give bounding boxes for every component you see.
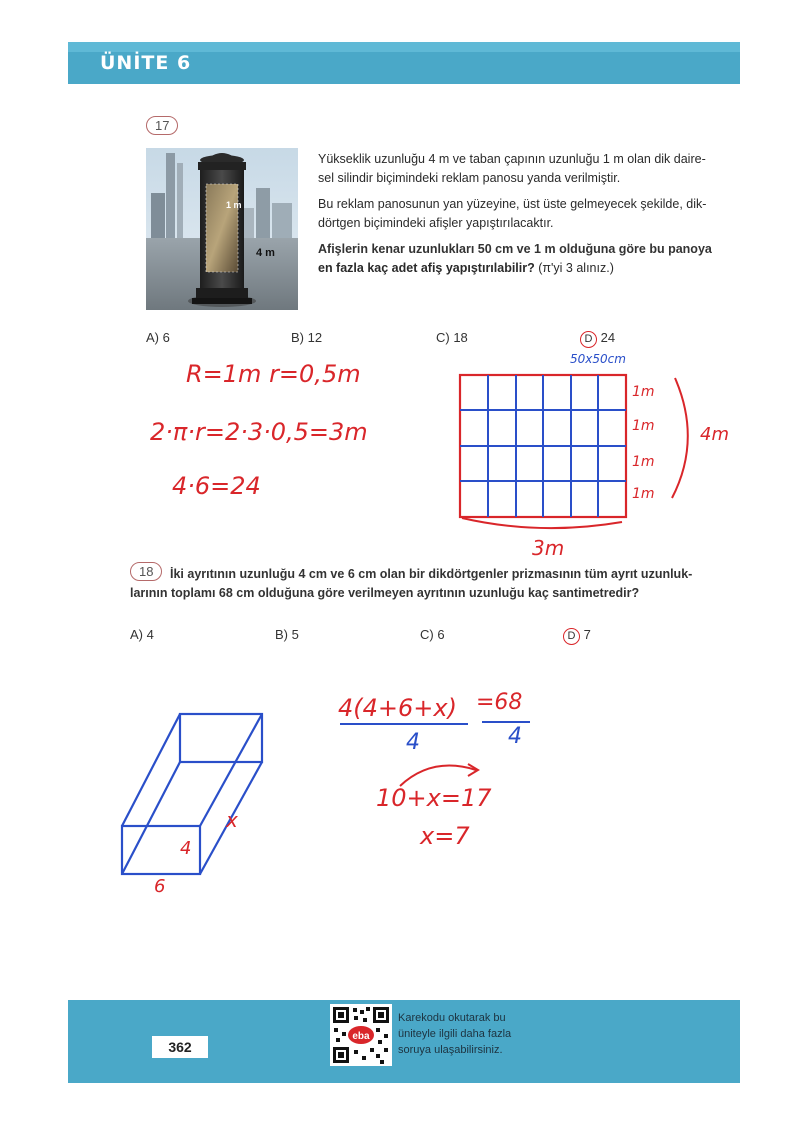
q17-option-a[interactable]: A) 6 — [146, 330, 170, 345]
q17-hw-row-3: 1m — [632, 454, 655, 470]
q18-text-line-1: İki ayrıtının uzunluğu 4 cm ve 6 cm olan bir dikdörtgenler prizmasının tüm ayrıt uzunluk- — [170, 567, 693, 581]
q17-option-c[interactable]: C) 18 — [436, 330, 468, 345]
page-number: 362 — [152, 1036, 208, 1058]
q18-hw-equation-3: x=7 — [420, 822, 470, 850]
q18-hw-denominator-right: 4 — [508, 724, 522, 749]
q17-pi-hint: (π'yi 3 alınız.) — [538, 261, 614, 275]
q18-option-d[interactable] — [563, 627, 591, 645]
header-top-strip — [68, 42, 740, 52]
advertising-column-image — [146, 148, 298, 310]
q17-question-bold: en fazla kaç adet afiş yapıştırılabilir? — [318, 261, 535, 275]
q17-option-d-value: 24 — [600, 330, 616, 345]
q17-text-line-1: Yükseklik uzunluğu 4 m ve taban çapının uzunluğu 1 m olan dik daire- — [318, 152, 706, 166]
q17-question-line-2 — [318, 259, 614, 278]
q17-hw-radius: R=1m r=0,5m — [186, 360, 361, 388]
question-17-number: 17 — [146, 116, 178, 135]
q17-option-b[interactable]: B) 12 — [291, 330, 323, 345]
qr-note-line-2: üniteyle ilgili daha fazla — [398, 1028, 512, 1040]
q17-hw-product: 4·6=24 — [172, 472, 261, 500]
q17-hw-width-total: 3m — [532, 536, 565, 560]
q18-option-d-value: 7 — [583, 627, 591, 642]
q17-hw-circumference: 2·π·r=2·3·0,5=3m — [150, 418, 368, 446]
qr-note-line-1: Karekodu okutarak bu — [398, 1012, 506, 1024]
q17-option-d[interactable] — [580, 330, 615, 348]
q17-text-line-3: Bu reklam panosunun yan yüzeyine, üst üste gelmeyecek şekilde, dik- — [318, 197, 707, 211]
q18-text-line-2: larının toplamı 68 cm olduğuna göre verilmeyen ayrıtının uzunluğu kaç santimetredir? — [130, 586, 640, 600]
q18-prism-label-6: 6 — [154, 876, 166, 897]
q18-prism-label-x: x — [226, 808, 238, 832]
qr-center-label: eba — [352, 1031, 370, 1042]
qr-note-line-3: soruya ulaşabilirsiniz. — [398, 1044, 503, 1056]
q17-text-line-2: sel silindir biçimindeki reklam panosu yanda verilmiştir. — [318, 171, 621, 185]
unit-title: ÜNİTE 6 — [100, 52, 192, 74]
q18-option-c[interactable]: C) 6 — [420, 627, 445, 642]
q17-hw-row-1: 1m — [632, 384, 655, 400]
q18-hw-equation-2: 10+x=17 — [376, 784, 492, 812]
q18-fraction-bars — [336, 718, 536, 730]
q18-hw-equation-1: 4(4+6+x) — [338, 694, 457, 722]
q18-hw-denominator-left: 4 — [406, 730, 420, 755]
qr-code-icon[interactable] — [330, 1004, 392, 1066]
height-label: 4 m — [256, 247, 275, 259]
q18-prism-drawing — [110, 700, 280, 900]
q17-hw-grid-size: 50x50cm — [570, 352, 626, 366]
q17-hw-row-2: 1m — [632, 418, 655, 434]
q17-hw-row-4: 1m — [632, 486, 655, 502]
qr-note — [398, 1010, 548, 1058]
q18-option-a[interactable]: A) 4 — [130, 627, 154, 642]
q17-text-line-4: dörtgen biçimindeki afişler yapıştırılacaktır. — [318, 216, 554, 230]
question-18-number: 18 — [130, 562, 162, 581]
q18-hw-equation-1-rhs: =68 — [476, 690, 523, 715]
q17-question-line-1: Afişlerin kenar uzunlukları 50 cm ve 1 m olduğuna göre bu panoya — [318, 242, 712, 256]
q17-option-d-circle: D — [580, 331, 597, 348]
q18-prism-label-4: 4 — [180, 838, 192, 859]
q18-option-b[interactable]: B) 5 — [275, 627, 299, 642]
q17-hw-height-total: 4m — [700, 424, 729, 445]
diameter-label: 1 m — [226, 200, 242, 210]
q18-option-d-circle: D — [563, 628, 580, 645]
